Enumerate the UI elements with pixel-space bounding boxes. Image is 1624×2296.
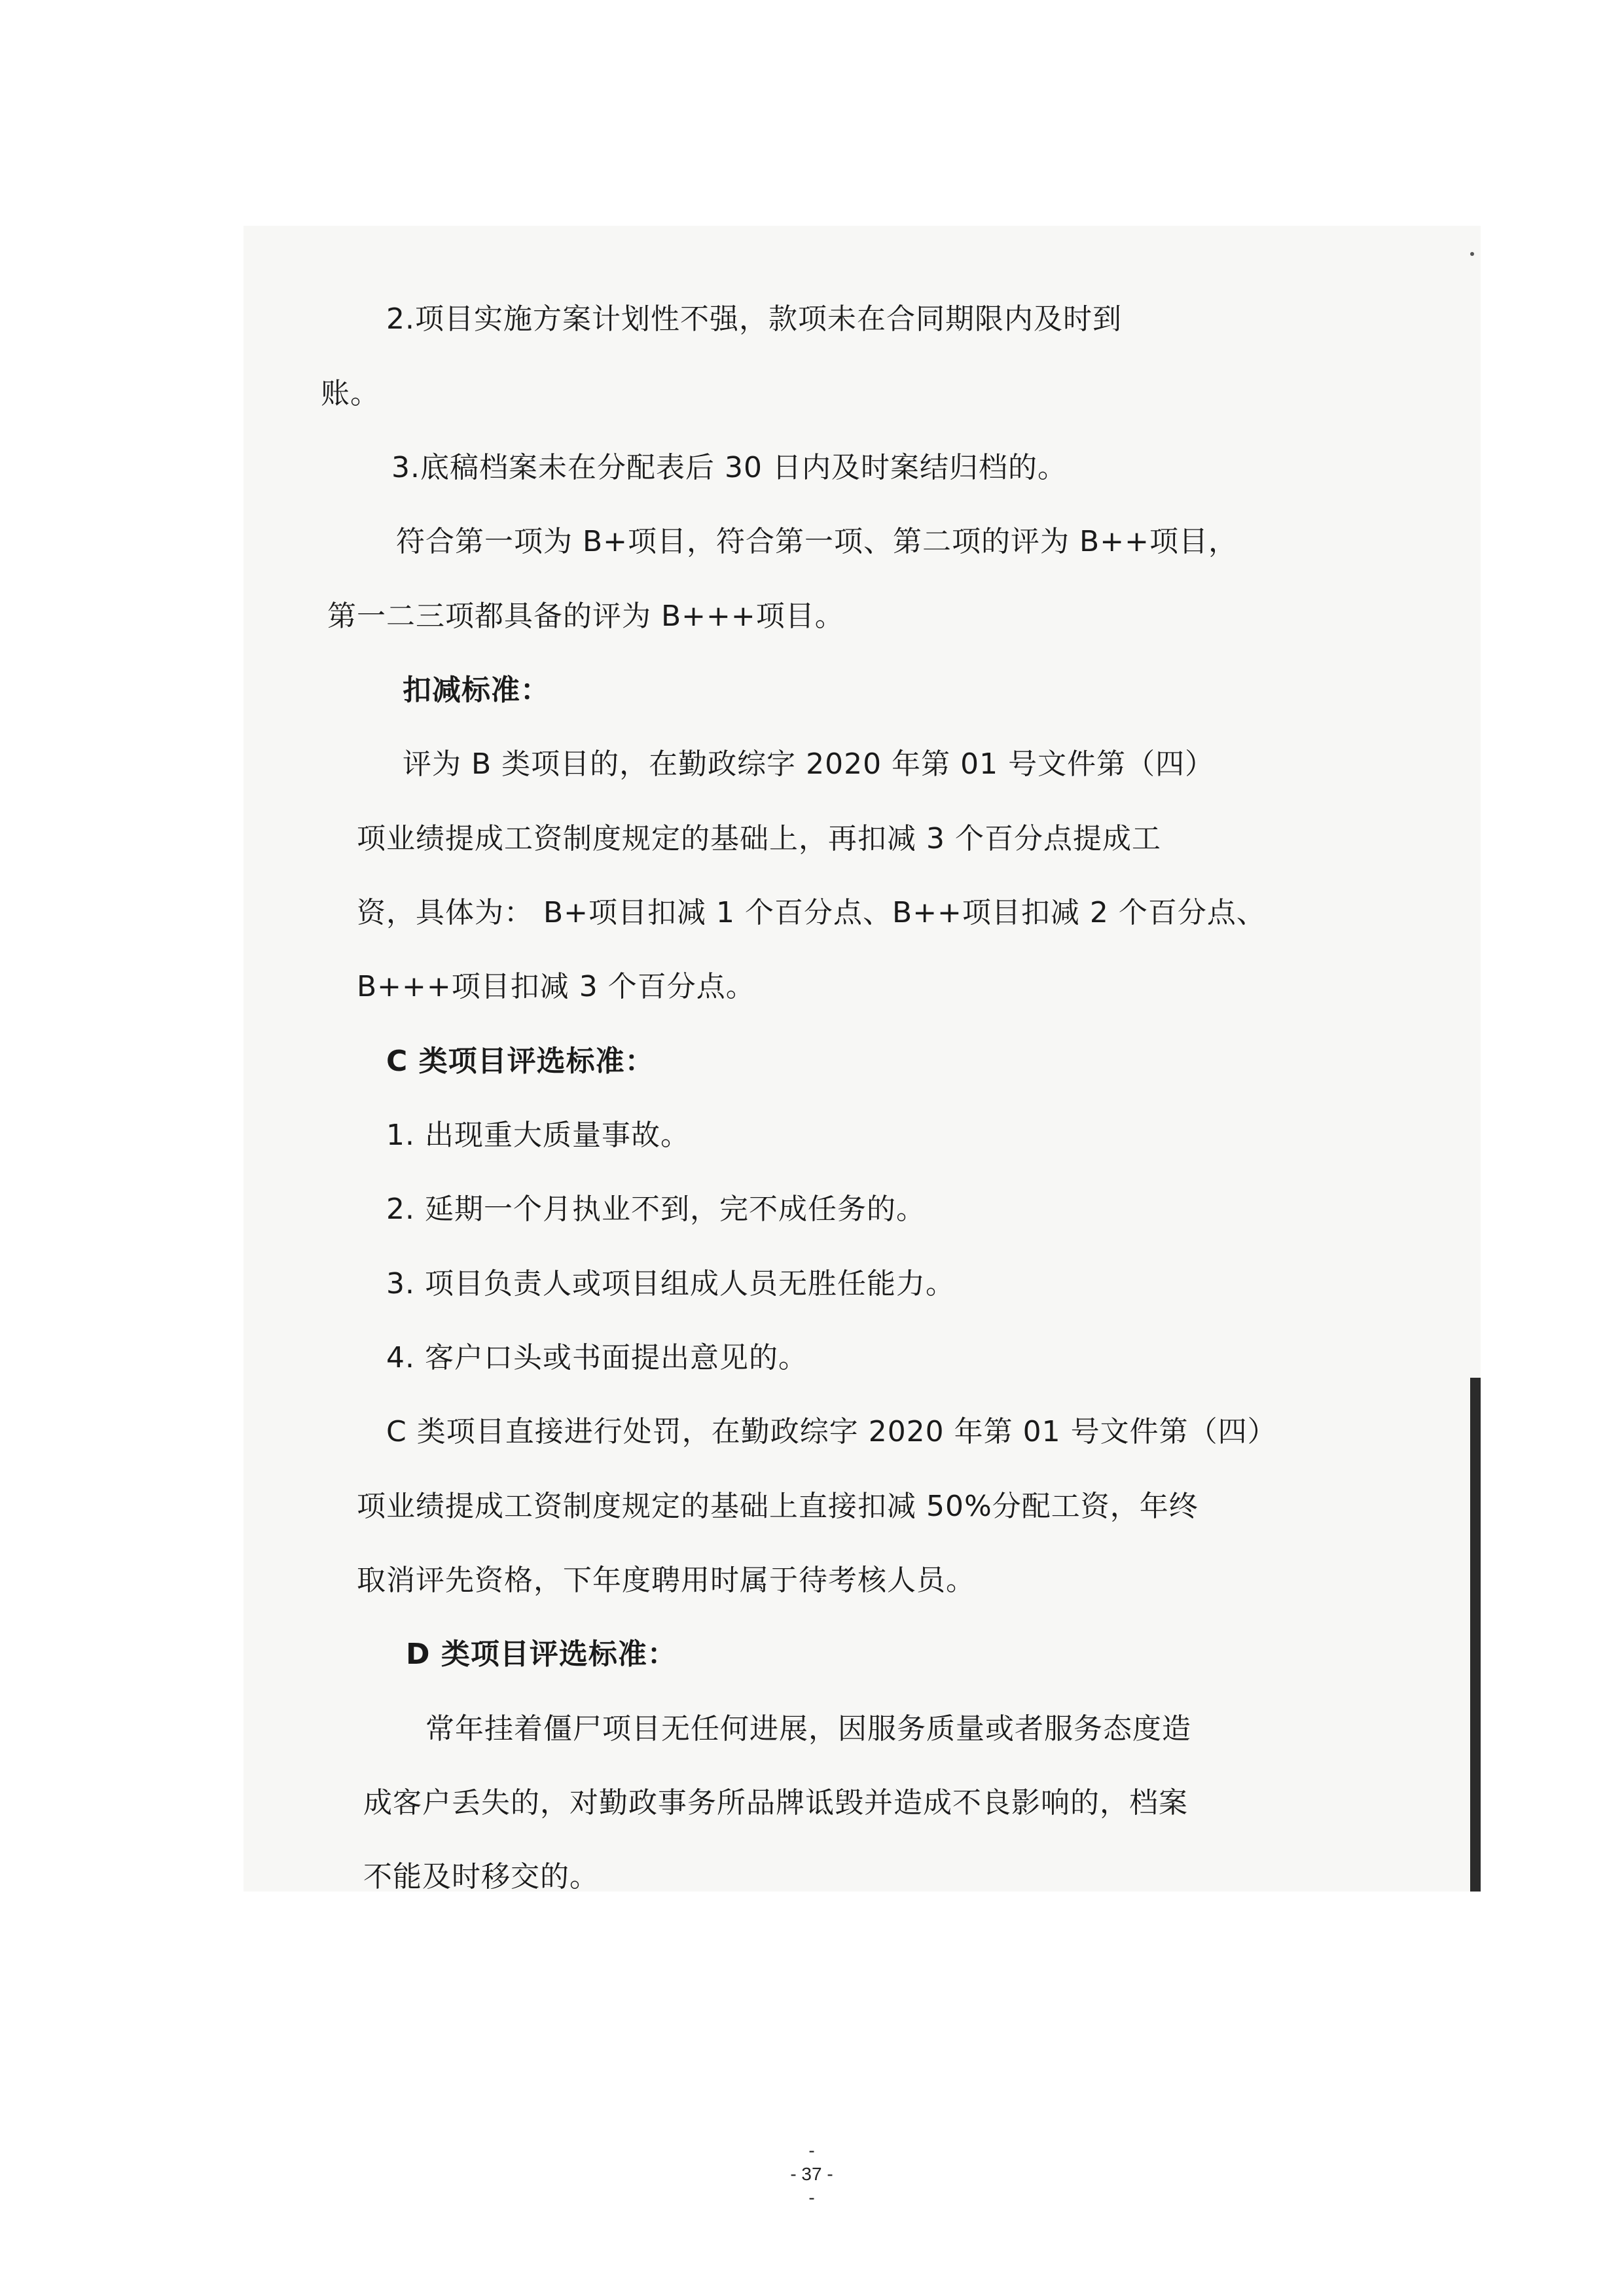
footer-dash-bottom: - xyxy=(808,2187,815,2208)
scan-speck xyxy=(1470,252,1474,256)
heading-deduction-standard: 扣减标准： xyxy=(403,673,550,707)
paragraph-rating-rule: 符合第一项为 B+项目，符合第一项、第二项的评为 B++项目， xyxy=(396,525,1238,558)
paragraph-d-criteria: 常年挂着僵尸项目无任何进展，因服务质量或者服务态度造 xyxy=(425,1712,1191,1746)
page-number: - 37 - xyxy=(790,2164,833,2184)
list-item-c-4: 4. 客户口头或书面提出意见的。 xyxy=(386,1341,808,1374)
paragraph-c-penalty-cont-1: 项业绩提成工资制度规定的基础上直接扣减 50%分配工资，年终 xyxy=(357,1490,1199,1523)
paragraph-deduction: 评为 B 类项目的，在勤政综字 2020 年第 01 号文件第（四） xyxy=(403,747,1215,781)
list-item-c-1: 1. 出现重大质量事故。 xyxy=(386,1119,690,1152)
list-item-c-2: 2. 延期一个月执业不到，完不成任务的。 xyxy=(386,1193,926,1226)
heading-c-standard: C 类项目评选标准： xyxy=(386,1045,655,1078)
paragraph-c-penalty-cont-2: 取消评先资格，下年度聘用时属于待考核人员。 xyxy=(357,1564,975,1597)
paragraph-d-criteria-cont-2: 不能及时移交的。 xyxy=(363,1860,599,1893)
paragraph-item-2: 2.项目实施方案计划性不强，款项未在合同期限内及时到 xyxy=(386,302,1122,336)
paragraph-d-criteria-cont-1: 成客户丢失的，对勤政事务所品牌诋毁并造成不良影响的，档案 xyxy=(363,1786,1188,1820)
paragraph-item-3: 3.底稿档案未在分配表后 30 日内及时案结归档的。 xyxy=(391,451,1067,484)
paragraph-deduction-cont-1: 项业绩提成工资制度规定的基础上，再扣减 3 个百分点提成工 xyxy=(357,822,1161,855)
paragraph-item-2-cont: 账。 xyxy=(321,377,380,410)
scan-edge-shadow xyxy=(1470,1378,1481,1892)
paragraph-deduction-cont-2: 资，具体为： B+项目扣减 1 个百分点、B++项目扣减 2 个百分点、 xyxy=(357,896,1266,929)
page-footer xyxy=(772,2139,851,2210)
paragraph-c-penalty: C 类项目直接进行处罚，在勤政综字 2020 年第 01 号文件第（四） xyxy=(386,1415,1277,1448)
footer-dash-top: - xyxy=(808,2140,815,2161)
paragraph-rating-rule-cont: 第一二三项都具备的评为 B+++项目。 xyxy=(327,600,844,633)
list-item-c-3: 3. 项目负责人或项目组成人员无胜任能力。 xyxy=(386,1267,955,1300)
paragraph-deduction-cont-3: B+++项目扣减 3 个百分点。 xyxy=(357,970,755,1003)
heading-d-standard: D 类项目评选标准： xyxy=(406,1638,677,1671)
